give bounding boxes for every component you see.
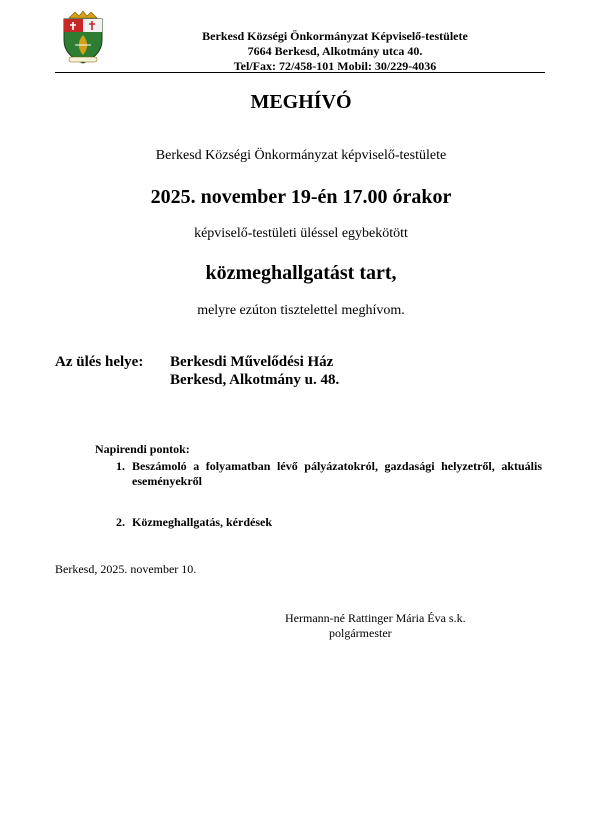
coat-of-arms-icon <box>60 10 106 66</box>
agenda-item-1-number: 1. <box>116 459 125 473</box>
location-address: Berkesd, Alkotmány u. 48. <box>170 372 340 388</box>
header-org-name: Berkesd Községi Önkormányzat Képviselő-testülete <box>202 29 468 43</box>
header-address: 7664 Berkesd, Alkotmány utca 40. <box>247 44 423 58</box>
place-date: Berkesd, 2025. november 10. <box>55 562 197 576</box>
body-line-2: képviselő-testületi üléssel egybekötött <box>194 226 408 241</box>
agenda-title: Napirendi pontok: <box>95 442 190 456</box>
agenda-item-1-text: Beszámoló a folyamatban lévő pályázatokról, gazdasági helyzetről, aktuális eseményekről <box>132 459 542 488</box>
location-name: Berkesdi Művelődési Ház <box>170 354 334 370</box>
location-label: Az ülés helye: <box>55 354 144 370</box>
meeting-datetime: 2025. november 19-én 17.00 órakor <box>150 186 452 208</box>
signatory-name: Hermann-né Rattinger Mária Éva s.k. <box>285 611 466 625</box>
document-title: MEGHÍVÓ <box>250 91 352 113</box>
body-line-3: melyre ezúton tisztelettel meghívom. <box>197 303 405 318</box>
body-line-1: Berkesd Községi Önkormányzat képviselő-testülete <box>155 148 447 163</box>
header-divider <box>55 72 545 73</box>
event-name: közmeghallgatást tart, <box>205 262 397 284</box>
signatory-title: polgármester <box>329 626 392 640</box>
agenda-item-2-text: Közmeghallgatás, kérdések <box>132 515 272 529</box>
agenda-item-2-number: 2. <box>116 515 125 529</box>
header-contact: Tel/Fax: 72/458-101 Mobil: 30/229-4036 <box>233 59 437 73</box>
